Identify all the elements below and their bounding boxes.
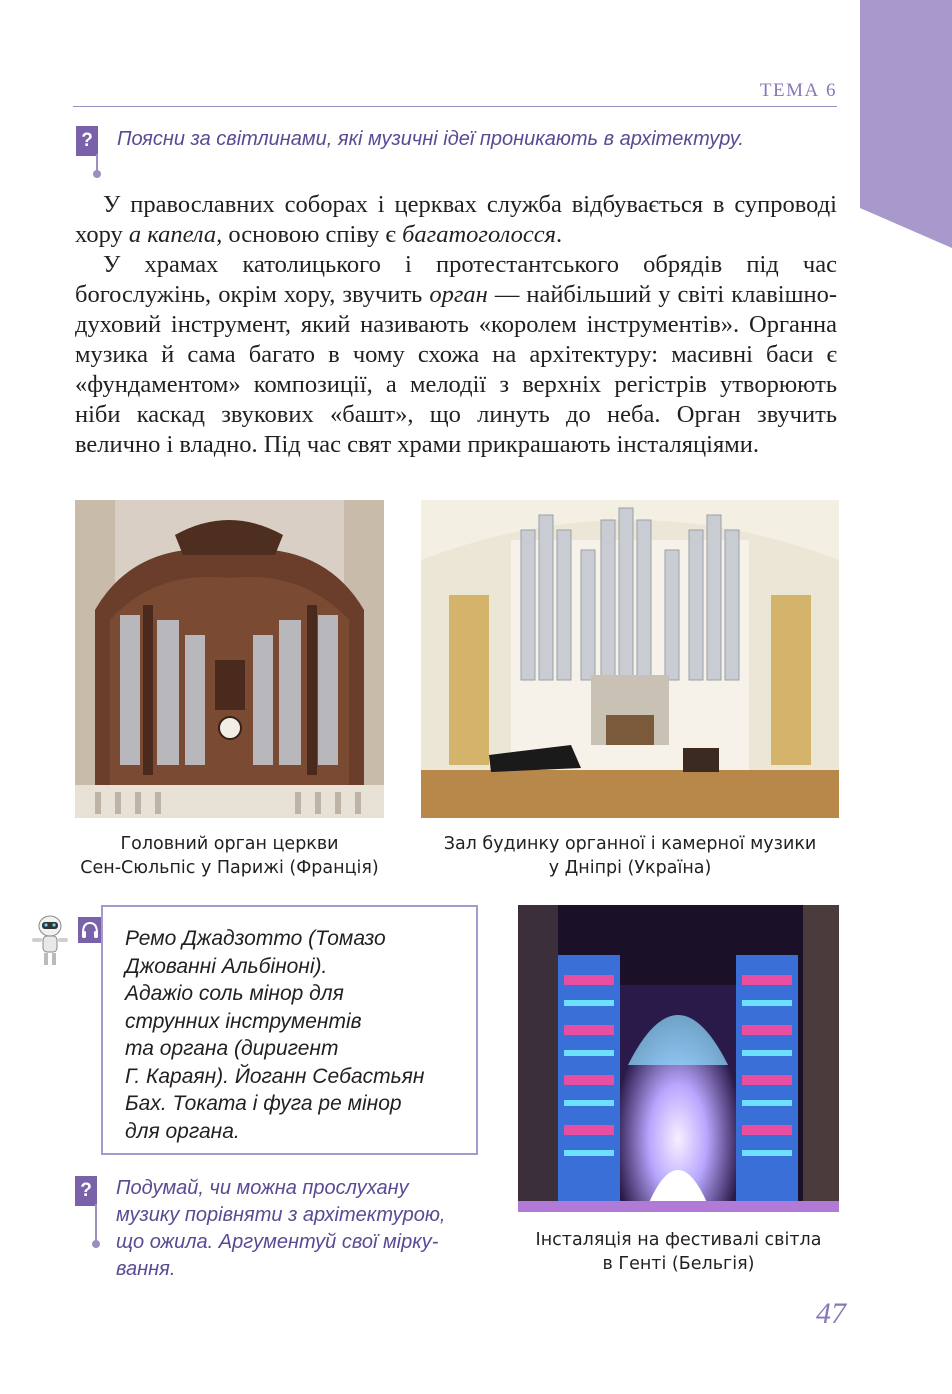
body-text bbox=[75, 190, 837, 460]
question-line: Подумай, чи можна прослухану bbox=[116, 1177, 409, 1199]
chapter-side-tab bbox=[860, 0, 952, 250]
caption-line: Зал будинку органної і камерної музики bbox=[443, 834, 817, 854]
caption-organ-dnipro bbox=[421, 832, 839, 880]
listening-line: для органа. bbox=[125, 1119, 240, 1143]
listening-line: та органа (диригент bbox=[125, 1037, 339, 1060]
photo-organ-hall-dnipro bbox=[421, 500, 839, 818]
caption-line: в Генті (Бельгія) bbox=[602, 1254, 755, 1274]
question-line: що ожила. Аргументуй свої мірку- bbox=[116, 1231, 439, 1253]
p1-term-polyphony: багатоголосся bbox=[402, 221, 556, 248]
p1-term-a-capella: а капела, bbox=[128, 221, 223, 248]
caption-line: Головний орган церкви bbox=[120, 834, 339, 854]
photo-light-installation-ghent bbox=[518, 905, 839, 1212]
photo-organ-saint-sulpice bbox=[75, 500, 384, 818]
question-mark-icon: ? bbox=[75, 1176, 97, 1230]
question-top: Поясни за світлинами, які музичні ідеї проникають в архітектуру. bbox=[117, 128, 744, 150]
caption-line: Сен-Сюльпіс у Парижі (Франція) bbox=[80, 858, 379, 878]
headphones-icon bbox=[78, 917, 102, 943]
listening-list bbox=[125, 925, 465, 1145]
caption-line: у Дніпрі (Україна) bbox=[548, 858, 712, 878]
question-line: музику порівняти з архітектурою, bbox=[116, 1204, 446, 1226]
topic-header: ТЕМА 6 bbox=[759, 80, 837, 101]
p2-text: У храмах католицького і протестантського обрядів під час богослужінь, окрім хору, звучить bbox=[75, 251, 837, 308]
listening-line: Ремо Джадзотто (Томазо bbox=[125, 927, 386, 950]
caption-line: Інсталяція на фестивалі світла bbox=[535, 1230, 822, 1250]
caption-organ-paris bbox=[75, 832, 384, 880]
paragraph-1 bbox=[75, 190, 837, 250]
listening-line: Г. Караян). Йоганн Себастьян bbox=[125, 1064, 425, 1088]
question-line: вання. bbox=[116, 1258, 176, 1280]
caption-light-ghent bbox=[518, 1228, 839, 1276]
paragraph-2 bbox=[75, 250, 837, 460]
listening-line: Адажіо соль мінор для bbox=[125, 982, 344, 1005]
listening-line: Бах. Токата і фуга ре мінор bbox=[125, 1092, 402, 1115]
listening-line: Джованні Альбіноні). bbox=[125, 954, 328, 978]
question-bottom bbox=[116, 1175, 482, 1283]
listening-line: струнних інструментів bbox=[125, 1009, 362, 1033]
page-number: 47 bbox=[816, 1297, 846, 1330]
p2-term-organ: орган bbox=[429, 281, 488, 308]
listening-box bbox=[101, 905, 478, 1155]
p1-text: . bbox=[555, 221, 563, 248]
robot-mascot-icon bbox=[28, 912, 72, 970]
header-rule bbox=[73, 106, 837, 107]
question-mark-icon: ? bbox=[76, 126, 98, 180]
p2-text: — найбільший у світі клавішно-духовий інструмент, який називають «королем інструментів». Органна музика й сама багато в чому схожа на архітектуру: масивні баси є «фундаментом» композиції, а мелодії з верхніх регістрів утворюють ніби каскад звукових «башт», що линуть до неба. Орган звучить велично і владно. Під час свят храми прикрашають інсталяціями. bbox=[75, 281, 837, 458]
p1-text: основою співу є bbox=[222, 221, 403, 248]
p1-text: У православних соборах і церквах служба відбувається в супроводі хору bbox=[75, 191, 837, 248]
